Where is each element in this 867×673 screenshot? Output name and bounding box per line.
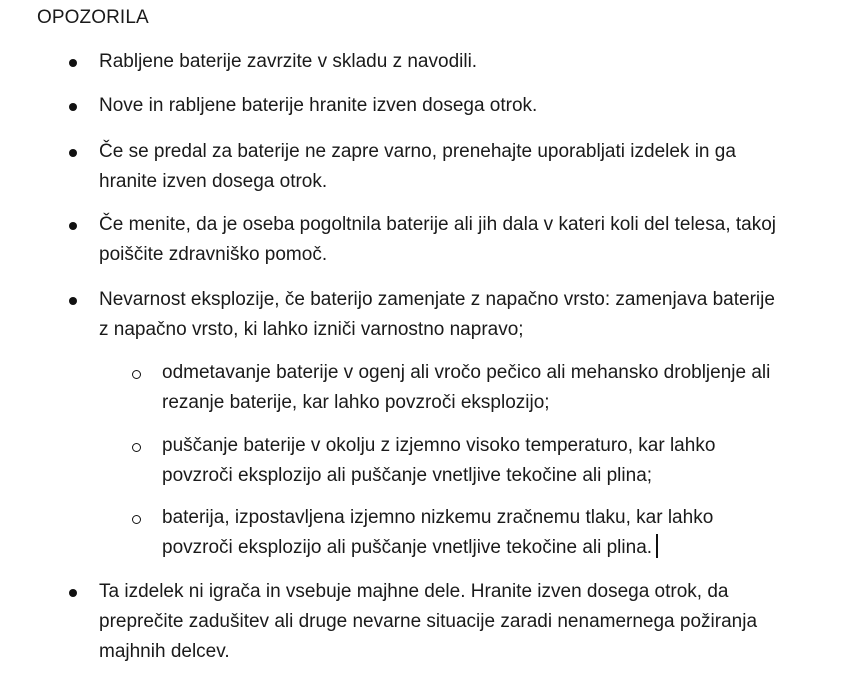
sublist-item-text-content: baterija, izpostavljena izjemno nizkemu zračnemu tlaku, kar lahko povzroči eksplozijo ali puščanje vnetljive tekočine ali plina. [162,507,714,558]
list-item-text: Če se predal za baterije ne zapre varno, prenehajte uporabljati izdelek in ga hranite izven dosega otrok. [99,141,736,192]
list-item-text: Rabljene baterije zavrzite v skladu z navodili. [99,51,478,72]
list-item-text: Nevarnost eksplozije, če baterijo zamenjate z napačno vrsto: zamenjava baterije z napačno vrsto, ki lahko izniči varnostno napravo; [99,289,775,340]
heading-title: OPOZORILA [37,7,149,28]
sublist-item-text [162,503,832,563]
list-item-text: Nove in rabljene baterije hranite izven dosega otrok. [99,95,538,116]
sublist-item-text: odmetavanje baterije v ogenj ali vročo pečico ali mehansko drobljenje ali rezanje baterije, kar lahko povzroči eksplozijo; [162,362,771,413]
sublist-item-text: puščanje baterije v okolju z izjemno visoko temperaturo, kar lahko povzroči eksplozijo ali puščanje vnetljive tekočine ali plina; [162,435,716,486]
list-item-text: Ta izdelek ni igrača in vsebuje majhne dele. Hranite izven dosega otrok, da preprečite zadušitev ali druge nevarne situacije zaradi nenamernega požiranja majhnih delcev. [99,581,758,662]
text-cursor [656,534,658,558]
list-item-text: Če menite, da je oseba pogoltnila baterije ali jih dala v kateri koli del telesa, takoj poiščite zdravniško pomoč. [99,214,777,265]
